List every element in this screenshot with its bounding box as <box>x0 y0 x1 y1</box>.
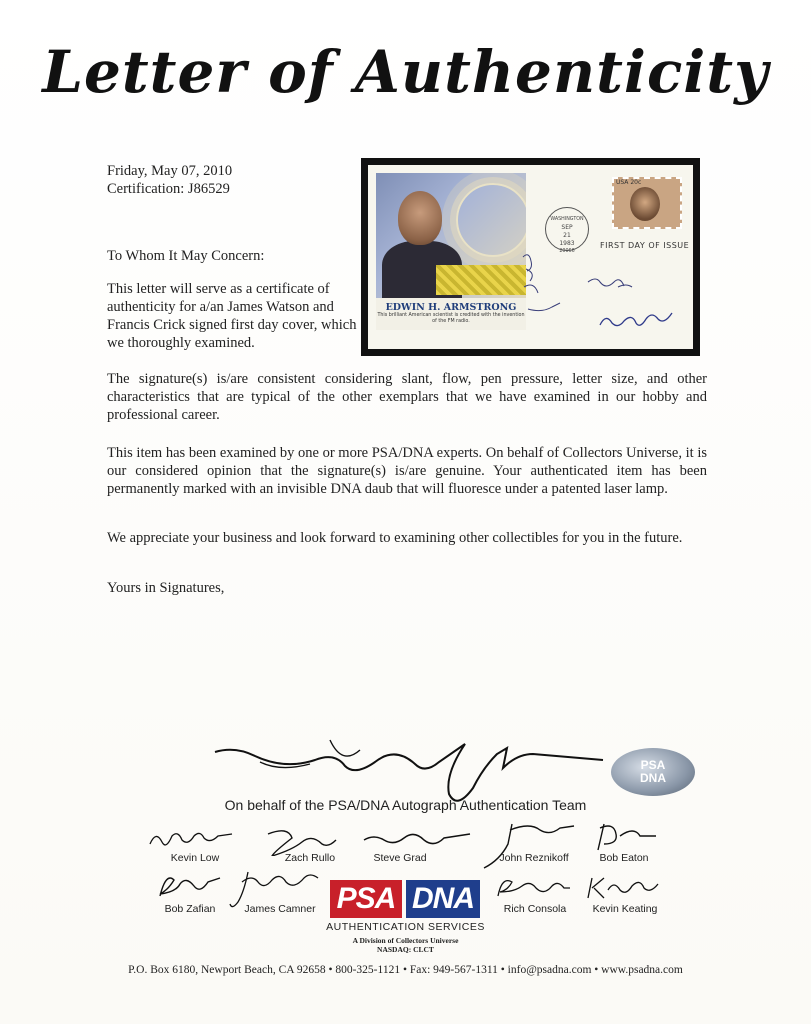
signature-rich-consola <box>492 874 582 904</box>
hologram-line2: DNA <box>640 771 666 785</box>
stamp-portrait <box>630 187 660 221</box>
team-behalf-line: On behalf of the PSA/DNA Autograph Authentication Team <box>224 797 587 813</box>
logo-psa: PSA <box>330 880 402 918</box>
first-day-cover-photo <box>361 158 700 356</box>
cachet-artwork <box>376 173 526 298</box>
portrait-head <box>398 191 442 245</box>
expert-name: Rich Consola <box>503 903 567 915</box>
footer-contact: P.O. Box 6180, Newport Beach, CA 92658 • 800-325-1121 • Fax: 949-567-1311 • info@psadna.com • www.psadna.com <box>128 964 683 976</box>
paragraph-appreciation: We appreciate your business and look forward to examining other collectibles for you in the future. <box>107 530 683 546</box>
cachet-caption: This brilliant American scientist is credited with the invention of the FM radio. <box>377 313 525 324</box>
salutation: To Whom It May Concern: <box>107 248 265 264</box>
postmark-month: SEP <box>561 224 573 231</box>
letter-date: Friday, May 07, 2010 <box>107 163 233 179</box>
first-day-of-issue-text: FIRST DAY OF ISSUE <box>600 241 690 250</box>
division-text <box>0 936 811 954</box>
nasdaq-ticker: NASDAQ: CLCT <box>377 945 434 954</box>
psa-dna-hologram <box>611 748 695 796</box>
certification-number: Certification: J86529 <box>107 181 230 197</box>
logo-dna: DNA <box>406 880 480 918</box>
signature-bob-zafian <box>150 872 230 904</box>
stamp-label: USA 20c <box>616 179 642 186</box>
paragraph-examination: This item has been examined by one or more PSA/DNA experts. On behalf of Collectors Universe, it is our considered opinion that the signature(s) is/are genuine. Your authenticated item has been permanently marked with an invisible DNA daub that will fluoresce under a patented laser lamp. <box>107 445 707 497</box>
expert-name: Kevin Keating <box>592 903 658 915</box>
expert-name: Bob Zafian <box>164 903 216 915</box>
watson-crick-signatures <box>518 247 688 347</box>
expert-name: Kevin Low <box>170 852 220 864</box>
expert-name: Bob Eaton <box>599 852 649 864</box>
antenna-graphic <box>436 265 526 295</box>
authentication-services: AUTHENTICATION SERVICES <box>326 921 485 933</box>
expert-name: Zach Rullo <box>284 852 336 864</box>
postmark-year: 1983 <box>559 240 575 247</box>
signature-kevin-low <box>148 826 238 852</box>
psa-dna-logo <box>330 880 480 918</box>
signature-steve-grad <box>362 828 472 852</box>
postmark-day: 21 <box>563 232 571 239</box>
cover-envelope <box>368 165 693 349</box>
postage-stamp <box>612 177 682 229</box>
paragraph-consistency: The signature(s) is/are consistent considering slant, flow, pen pressure, letter size, and other characteristics that are typical of the other exemplars that we have examined in our hobby and professional career. <box>107 371 707 423</box>
cachet-name: EDWIN H. ARMSTRONG <box>385 302 517 313</box>
division-name: A Division of Collectors Universe <box>352 936 459 945</box>
expert-name: James Camner <box>244 903 316 915</box>
radio-waves-graphic <box>456 183 526 257</box>
postmark-zip: 20066 <box>559 249 575 254</box>
postmark-city: WASHINGTON <box>550 217 584 222</box>
authenticator-signature <box>210 722 630 802</box>
signature-kevin-keating <box>584 872 664 904</box>
letter-title: Letter of Authenticity <box>42 38 769 106</box>
signature-bob-eaton <box>590 820 660 852</box>
expert-name: Steve Grad <box>373 852 427 864</box>
hologram-line1: PSA <box>640 758 666 772</box>
expert-name: John Reznikoff <box>499 852 569 864</box>
closing: Yours in Signatures, <box>107 580 225 596</box>
postmark <box>545 207 589 254</box>
intro-paragraph: This letter will serve as a certificate of authenticity for a/an James Watson and Francis Crick signed first day cover, which we thoroughly examined. <box>107 281 357 351</box>
cachet-label <box>376 298 526 330</box>
letter-meta <box>107 162 232 198</box>
